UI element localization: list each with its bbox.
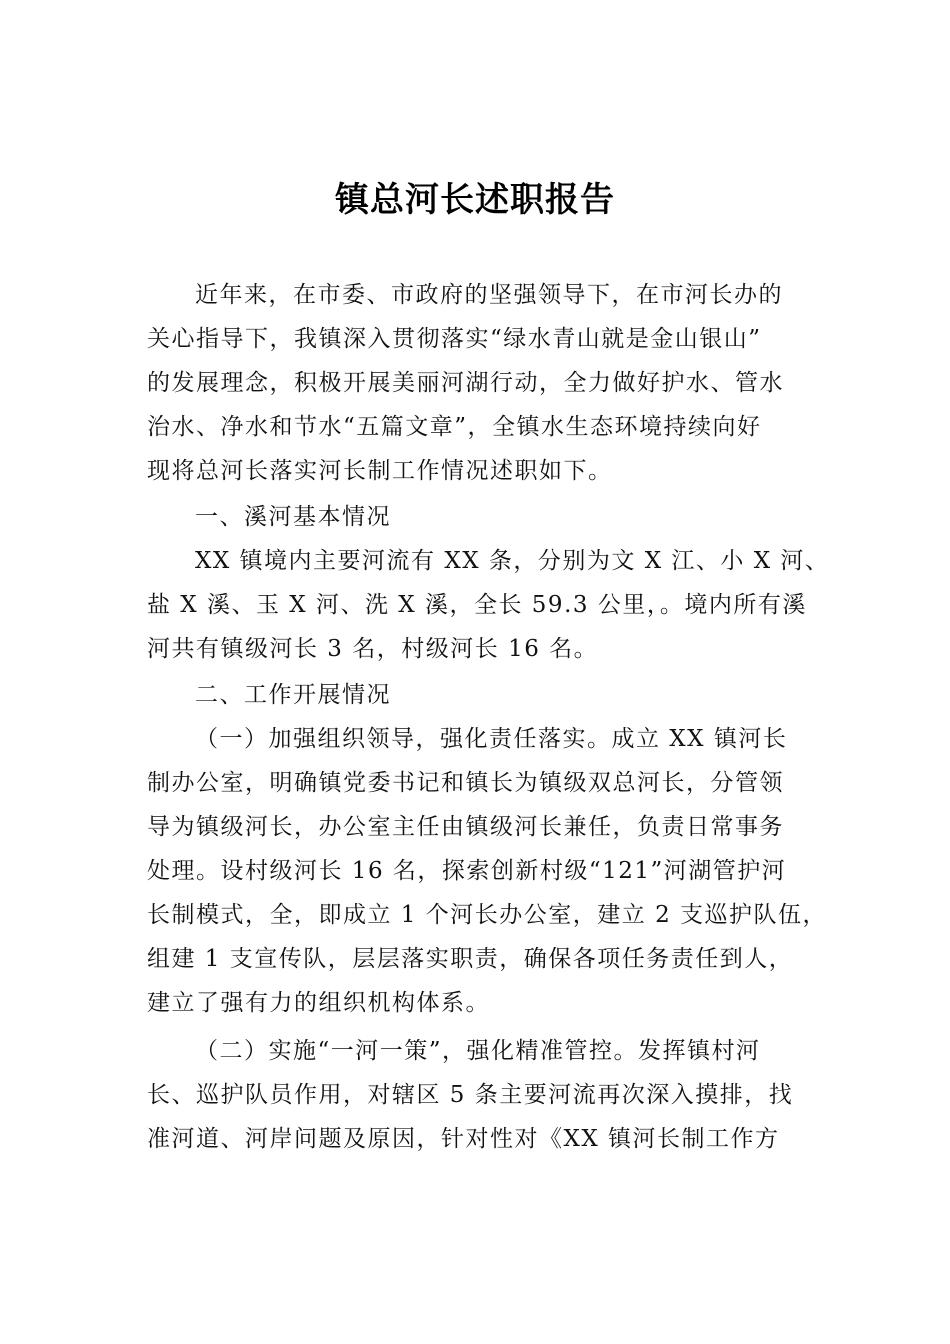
subsection-2-line-1: （二）实施“一河一策”，强化精准管控。发挥镇村河 bbox=[195, 1038, 761, 1064]
subsection-1-line-2: 制办公室，明确镇党委书记和镇长为镇级双总河长，分管领 bbox=[147, 770, 784, 796]
subsection-2-line-2: 长、巡护队员作用，对辖区 5 条主要河流再次深入摸排，找 bbox=[147, 1082, 794, 1108]
intro-line-5: 现将总河长落实河长制工作情况述职如下。 bbox=[147, 458, 613, 484]
subsection-1-line-3: 导为镇级河长，办公室主任由镇级河长兼任，负责日常事务 bbox=[147, 814, 784, 840]
subsection-1-line-7: 建立了强有力的组织机构体系。 bbox=[147, 990, 490, 1016]
subsection-1-line-5: 长制模式，全，即成立 1 个河长办公室，建立 2 支巡护队伍， bbox=[147, 902, 828, 928]
subsection-1-line-1: （一）加强组织领导，强化责任落实。成立 XX 镇河长 bbox=[195, 726, 788, 752]
section-1-heading: 一、溪河基本情况 bbox=[195, 504, 391, 530]
section-1-line-2: 盐 X 溪、玉 X 河、洗 X 溪，全长 59.3 公里，。境内所有溪 bbox=[147, 592, 807, 618]
intro-line-2: 关心指导下，我镇深入贯彻落实“绿水青山就是金山银山” bbox=[147, 326, 762, 352]
subsection-1-line-4: 处理。设村级河长 16 名，探索创新村级“121”河湖管护河 bbox=[147, 858, 787, 884]
intro-line-3: 的发展理念，积极开展美丽河湖行动，全力做好护水、管水 bbox=[147, 370, 784, 396]
section-1-line-3: 河共有镇级河长 3 名，村级河长 16 名。 bbox=[147, 636, 599, 662]
subsection-1-line-6: 组建 1 支宣传队，层层落实职责，确保各项任务责任到人， bbox=[147, 946, 794, 972]
intro-line-1: 近年来，在市委、市政府的坚强领导下，在市河长办的 bbox=[195, 282, 783, 308]
section-2-heading: 二、工作开展情况 bbox=[195, 682, 391, 708]
intro-line-4: 治水、净水和节水“五篇文章”，全镇水生态环境持续向好 bbox=[147, 414, 762, 440]
subsection-2-line-3: 准河道、河岸问题及原因，针对性对《XX 镇河长制工作方 bbox=[147, 1126, 780, 1152]
document-title: 镇总河长述职报告 bbox=[335, 180, 615, 220]
section-1-line-1: XX 镇境内主要河流有 XX 条，分别为文 X 江、小 X 河、 bbox=[195, 548, 830, 574]
